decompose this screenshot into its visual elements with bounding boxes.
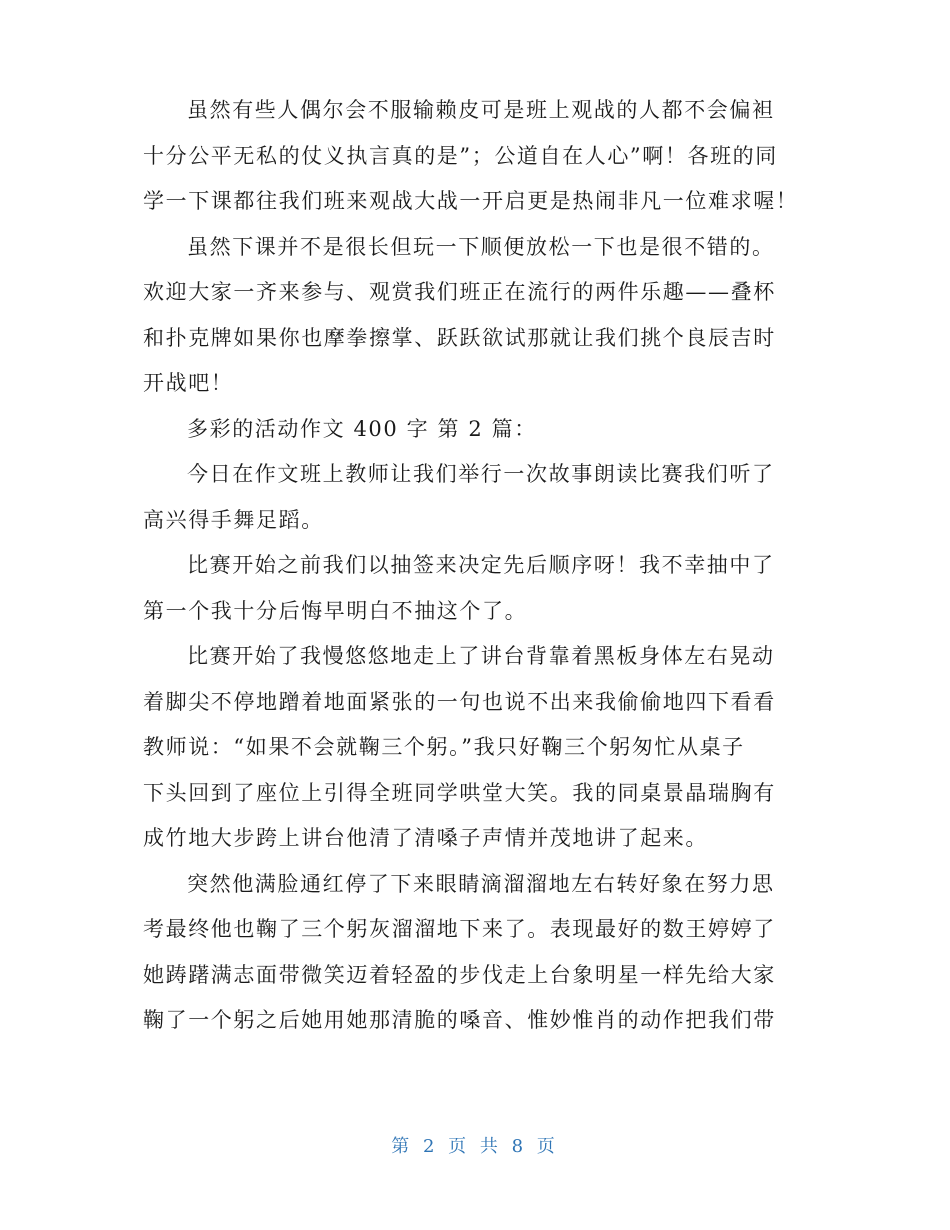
text-line: 鞠了一个躬之后她用她那清脆的嗓音、惟妙惟肖的动作把我们带 (143, 1008, 776, 1032)
text-line: 虽然有些人偶尔会不服输赖皮可是班上观战的人都不会偏袒 (187, 98, 775, 122)
text-line: 第一个我十分后悔早明白不抽这个了。 (143, 598, 528, 623)
text-line: 比赛开始之前我们以抽签来决定先后顺序呀！我不幸抽中了 (187, 553, 775, 577)
text-line: 成竹地大步跨上讲台他清了清嗓子声情并茂地讲了起来。 (143, 826, 708, 850)
text-line: 虽然下课并不是很长但玩一下顺便放松一下也是很不错的。 (187, 234, 775, 259)
text-line: 欢迎大家一齐来参与、观赏我们班正在流行的两件乐趣——叠杯 (143, 280, 776, 304)
text-line: 开战吧！ (143, 371, 234, 395)
text-line: 考最终他也鞠了三个躬灰溜溜地下来了。表现最好的数王婷婷了 (143, 917, 776, 941)
text-line: 突然他满脸通红停了下来眼睛滴溜溜地左右转好象在努力思 (187, 871, 775, 896)
text-line: 和扑克牌如果你也摩拳擦掌、跃跃欲试那就让我们挑个良辰吉时 (143, 325, 776, 350)
text-line: 比赛开始了我慢悠悠地走上了讲台背靠着黑板身体左右晃动 (187, 644, 775, 668)
text-line: 她踌躇满志面带微笑迈着轻盈的步伐走上台象明星一样先给大家 (143, 962, 776, 987)
text-line: 着脚尖不停地蹭着地面紧张的一句也说不出来我偷偷地四下看看 (143, 689, 776, 714)
section-heading: 多彩的活动作文 400 字 第 2 篇： (187, 416, 537, 441)
text-line: 十分公平无私的仗义执言真的是”；公道自在人心”啊！各班的同 (143, 143, 778, 168)
text-line: 教师说：“如果不会就鞠三个躬。”我只好鞠三个躬匆忙从桌子 (143, 735, 745, 759)
text-line: 今日在作文班上教师让我们举行一次故事朗读比赛我们听了 (187, 462, 775, 486)
text-line: 下头回到了座位上引得全班同学哄堂大笑。我的同桌景晶瑞胸有 (143, 780, 776, 805)
text-line: 学一下课都往我们班来观战大战一开启更是热闹非凡一位难求喔！ (143, 189, 799, 213)
document-body (143, 88, 813, 1044)
page-number-footer: 第 2 页 共 8 页 (391, 1136, 559, 1157)
text-line: 高兴得手舞足蹈。 (143, 507, 324, 532)
